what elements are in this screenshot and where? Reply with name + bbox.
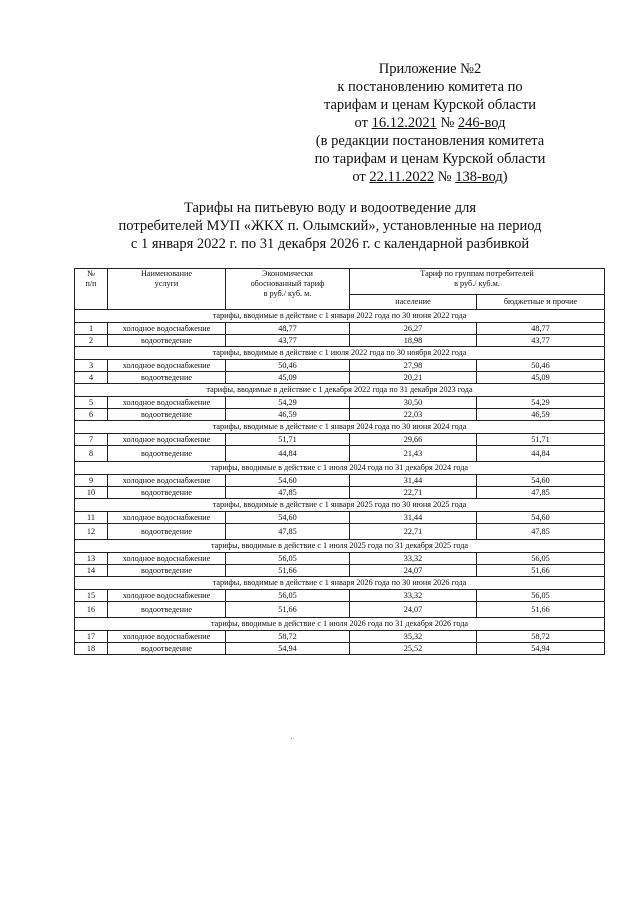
- population-tariff-value: 35,32: [350, 631, 477, 643]
- budget-tariff-value: 56,05: [477, 553, 605, 565]
- header-econ-line-2: обоснованный тариф: [250, 279, 325, 288]
- header-econ-line-3: в руб./ куб. м.: [263, 289, 312, 298]
- table-header-row: [75, 269, 605, 295]
- econ-tariff-value: 56,05: [226, 553, 350, 565]
- budget-tariff-value: 48,77: [477, 323, 605, 335]
- document-title-line-2: потребителей МУП «ЖКХ п. Олымский», установленные на период: [118, 218, 542, 234]
- population-tariff-value: 18,98: [350, 335, 477, 347]
- econ-tariff-value: 47,85: [226, 487, 350, 499]
- header-budget: бюджетные и прочие: [477, 294, 605, 309]
- period-label: тарифы, вводимые в действие с 1 июля 2025 года по 31 декабря 2025 года: [75, 540, 605, 553]
- population-tariff-value: 29,66: [350, 434, 477, 446]
- table-row: [75, 323, 605, 335]
- header-service-line-2: услуги: [154, 279, 179, 288]
- row-number: 17: [75, 631, 108, 643]
- econ-tariff-value: 54,94: [226, 643, 350, 655]
- period-label: тарифы, вводимые в действие с 1 января 2024 года по 30 июня 2024 года: [75, 421, 605, 434]
- header-groups-line-2: в руб./ куб.м.: [454, 279, 500, 288]
- table-row: [75, 487, 605, 499]
- service-name: водоотведение: [108, 446, 226, 462]
- annex-header: [300, 60, 560, 186]
- table-row: [75, 397, 605, 409]
- row-number: 11: [75, 512, 108, 524]
- service-name: холодное водоснабжение: [108, 323, 226, 335]
- population-tariff-value: 26,27: [350, 323, 477, 335]
- annex-amend-number: 138-вод: [455, 169, 503, 185]
- service-name: холодное водоснабжение: [108, 553, 226, 565]
- budget-tariff-value: 54,60: [477, 475, 605, 487]
- annex-line-2: тарифам и ценам Курской области: [323, 97, 537, 113]
- table-row: [75, 475, 605, 487]
- row-number: 16: [75, 602, 108, 618]
- period-label: тарифы, вводимые в действие с 1 января 2026 года по 30 июня 2026 года: [75, 577, 605, 590]
- annex-line-6-prefix: от: [352, 169, 366, 185]
- tariffs-table: [74, 268, 605, 655]
- header-population: население: [350, 294, 477, 309]
- table-row: [75, 643, 605, 655]
- econ-tariff-value: 47,85: [226, 524, 350, 540]
- econ-tariff-value: 54,60: [226, 512, 350, 524]
- row-number: 14: [75, 565, 108, 577]
- period-row: [75, 384, 605, 397]
- annex-line-4: (в редакции постановления комитета: [315, 133, 545, 149]
- population-tariff-value: 24,07: [350, 602, 477, 618]
- econ-tariff-value: 44,84: [226, 446, 350, 462]
- table-row: [75, 372, 605, 384]
- service-name: водоотведение: [108, 335, 226, 347]
- row-number: 8: [75, 446, 108, 462]
- header-econ-tariff: [226, 269, 350, 310]
- table-row: [75, 524, 605, 540]
- budget-tariff-value: 54,60: [477, 512, 605, 524]
- budget-tariff-value: 56,05: [477, 590, 605, 602]
- header-service-line-1: Наименование: [140, 269, 192, 278]
- scan-speck: [291, 738, 292, 739]
- header-groups: [350, 269, 605, 295]
- annex-line-1: к постановлению комитета по: [337, 79, 523, 95]
- service-name: холодное водоснабжение: [108, 475, 226, 487]
- service-name: водоотведение: [108, 565, 226, 577]
- period-row: [75, 421, 605, 434]
- row-number: 5: [75, 397, 108, 409]
- period-row: [75, 347, 605, 360]
- population-tariff-value: 31,44: [350, 512, 477, 524]
- econ-tariff-value: 54,29: [226, 397, 350, 409]
- population-tariff-value: 33,32: [350, 553, 477, 565]
- budget-tariff-value: 58,72: [477, 631, 605, 643]
- population-tariff-value: 20,21: [350, 372, 477, 384]
- econ-tariff-value: 58,72: [226, 631, 350, 643]
- period-label: тарифы, вводимые в действие с 1 июля 2022 года по 30 ноября 2022 года: [75, 347, 605, 360]
- annex-number-sign: №: [440, 115, 455, 131]
- budget-tariff-value: 45,09: [477, 372, 605, 384]
- service-name: холодное водоснабжение: [108, 360, 226, 372]
- row-number: 12: [75, 524, 108, 540]
- row-number: 10: [75, 487, 108, 499]
- service-name: водоотведение: [108, 643, 226, 655]
- annex-closing-paren: ): [502, 169, 508, 185]
- econ-tariff-value: 50,46: [226, 360, 350, 372]
- row-number: 1: [75, 323, 108, 335]
- annex-line-5: по тарифам и ценам Курской области: [314, 151, 546, 167]
- budget-tariff-value: 54,94: [477, 643, 605, 655]
- period-label: тарифы, вводимые в действие с 1 января 2022 года по 30 июня 2022 года: [75, 310, 605, 323]
- table-row: [75, 335, 605, 347]
- budget-tariff-value: 51,66: [477, 565, 605, 577]
- table-row: [75, 360, 605, 372]
- row-number: 2: [75, 335, 108, 347]
- table-row: [75, 565, 605, 577]
- period-row: [75, 310, 605, 323]
- econ-tariff-value: 45,09: [226, 372, 350, 384]
- table-row: [75, 590, 605, 602]
- period-row: [75, 618, 605, 631]
- annex-line-3-prefix: от: [354, 115, 368, 131]
- period-row: [75, 499, 605, 512]
- budget-tariff-value: 44,84: [477, 446, 605, 462]
- service-name: холодное водоснабжение: [108, 512, 226, 524]
- population-tariff-value: 27,98: [350, 360, 477, 372]
- header-groups-line-1: Тариф по группам потребителей: [420, 269, 534, 278]
- budget-tariff-value: 54,29: [477, 397, 605, 409]
- row-number: 7: [75, 434, 108, 446]
- table-row: [75, 512, 605, 524]
- period-label: тарифы, вводимые в действие с 1 декабря 2022 года по 31 декабря 2023 года: [75, 384, 605, 397]
- annex-line-3: [300, 114, 560, 132]
- service-name: водоотведение: [108, 487, 226, 499]
- annex-amend-number-sign: №: [437, 169, 452, 185]
- population-tariff-value: 33,32: [350, 590, 477, 602]
- document-title-line-1: Тарифы на питьевую воду и водоотведение для: [184, 200, 476, 216]
- row-number: 9: [75, 475, 108, 487]
- document-title-line-3: с 1 января 2022 г. по 31 декабря 2026 г. с календарной разбивкой: [130, 236, 530, 252]
- service-name: холодное водоснабжение: [108, 434, 226, 446]
- row-number: 4: [75, 372, 108, 384]
- econ-tariff-value: 43,77: [226, 335, 350, 347]
- budget-tariff-value: 50,46: [477, 360, 605, 372]
- table-row: [75, 602, 605, 618]
- tariffs-table-body: [75, 269, 605, 655]
- population-tariff-value: 22,71: [350, 487, 477, 499]
- annex-line-6: [300, 168, 560, 186]
- econ-tariff-value: 56,05: [226, 590, 350, 602]
- table-row: [75, 631, 605, 643]
- population-tariff-value: 22,71: [350, 524, 477, 540]
- row-number: 6: [75, 409, 108, 421]
- service-name: холодное водоснабжение: [108, 397, 226, 409]
- econ-tariff-value: 46,59: [226, 409, 350, 421]
- annex-decree-date: 16.12.2021: [371, 115, 437, 131]
- budget-tariff-value: 47,85: [477, 524, 605, 540]
- service-name: водоотведение: [108, 409, 226, 421]
- period-row: [75, 462, 605, 475]
- period-label: тарифы, вводимые в действие с 1 июля 2024 года по 31 декабря 2024 года: [75, 462, 605, 475]
- document-title: [80, 199, 580, 253]
- annex-decree-number: 246-вод: [457, 115, 506, 131]
- row-number: 13: [75, 553, 108, 565]
- row-number: 15: [75, 590, 108, 602]
- budget-tariff-value: 47,85: [477, 487, 605, 499]
- table-row: [75, 553, 605, 565]
- header-econ-line-1: Экономически: [262, 269, 313, 278]
- budget-tariff-value: 43,77: [477, 335, 605, 347]
- period-row: [75, 577, 605, 590]
- table-row: [75, 409, 605, 421]
- budget-tariff-value: 46,59: [477, 409, 605, 421]
- period-label: тарифы, вводимые в действие с 1 января 2025 года по 30 июня 2025 года: [75, 499, 605, 512]
- econ-tariff-value: 51,71: [226, 434, 350, 446]
- period-row: [75, 540, 605, 553]
- period-label: тарифы, вводимые в действие с 1 июля 2026 года по 31 декабря 2026 года: [75, 618, 605, 631]
- row-number: 18: [75, 643, 108, 655]
- header-num-line-1: №: [87, 269, 95, 278]
- header-num-line-2: п/п: [85, 279, 97, 288]
- population-tariff-value: 21,43: [350, 446, 477, 462]
- population-tariff-value: 30,50: [350, 397, 477, 409]
- budget-tariff-value: 51,66: [477, 602, 605, 618]
- population-tariff-value: 25,52: [350, 643, 477, 655]
- service-name: холодное водоснабжение: [108, 590, 226, 602]
- header-num: [75, 269, 108, 310]
- econ-tariff-value: 51,66: [226, 602, 350, 618]
- service-name: холодное водоснабжение: [108, 631, 226, 643]
- service-name: водоотведение: [108, 602, 226, 618]
- service-name: водоотведение: [108, 524, 226, 540]
- econ-tariff-value: 48,77: [226, 323, 350, 335]
- header-service: [108, 269, 226, 310]
- budget-tariff-value: 51,71: [477, 434, 605, 446]
- population-tariff-value: 24,07: [350, 565, 477, 577]
- table-row: [75, 434, 605, 446]
- econ-tariff-value: 54,60: [226, 475, 350, 487]
- annex-amend-date: 22.11.2022: [369, 169, 435, 185]
- service-name: водоотведение: [108, 372, 226, 384]
- table-row: [75, 446, 605, 462]
- annex-title: Приложение №2: [378, 61, 482, 77]
- population-tariff-value: 22,03: [350, 409, 477, 421]
- row-number: 3: [75, 360, 108, 372]
- population-tariff-value: 31,44: [350, 475, 477, 487]
- econ-tariff-value: 51,66: [226, 565, 350, 577]
